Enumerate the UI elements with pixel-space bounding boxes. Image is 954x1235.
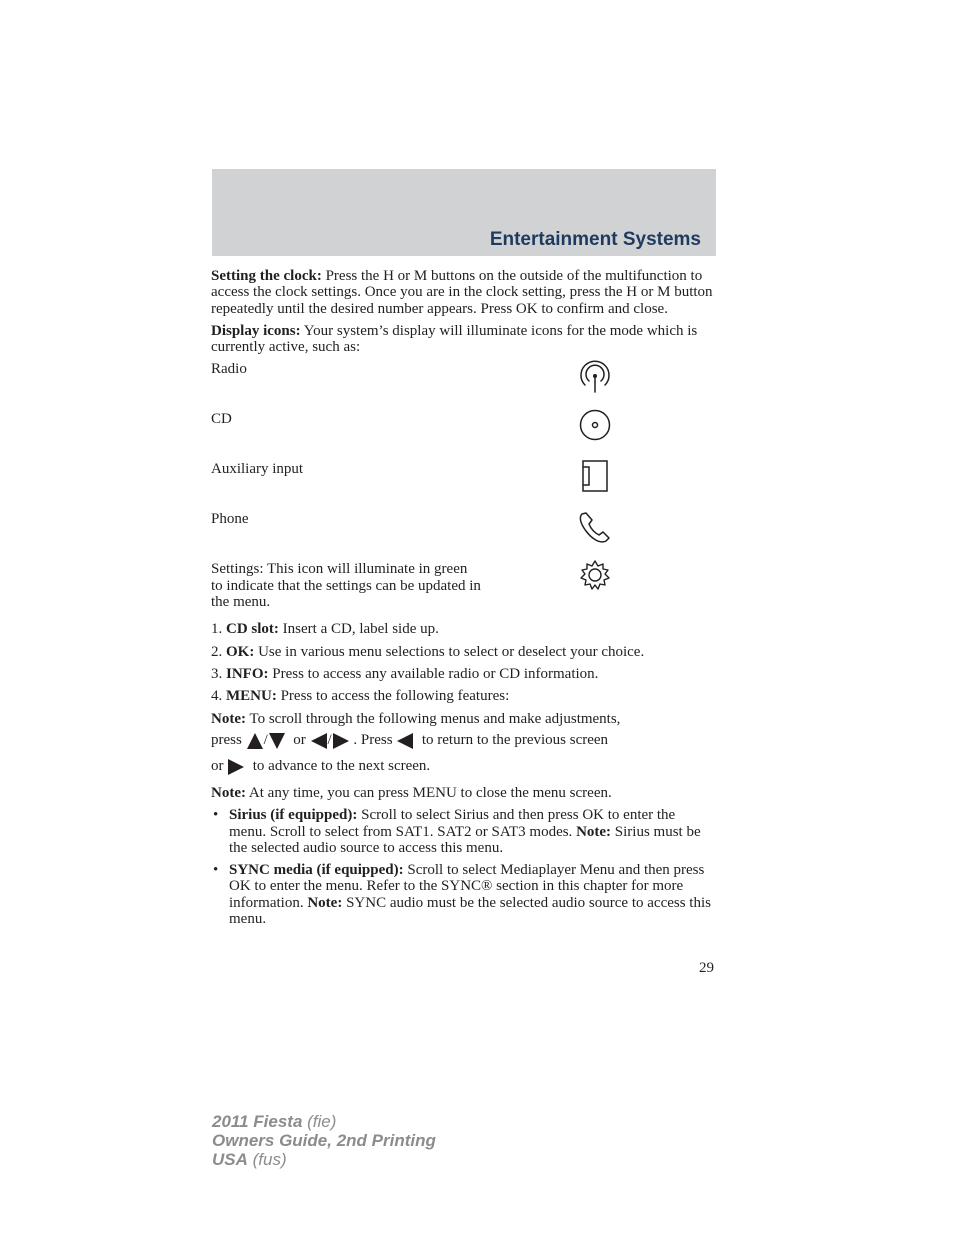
footer-line-guide [212, 1131, 436, 1150]
arrow-instruction-line-2 [211, 753, 716, 779]
bullet-dot: • [213, 807, 219, 824]
footer-model-code: (fie) [302, 1112, 337, 1131]
list-heading: OK: [226, 643, 255, 660]
note-heading: Note: [211, 784, 246, 801]
display-icons-paragraph [211, 323, 716, 356]
note-text: At any time, you can press MENU to close the menu screen. [245, 784, 612, 801]
icon-label-cd: CD [211, 411, 232, 428]
icon-label-radio: Radio [211, 361, 247, 378]
advance-text: to advance to the next screen. [252, 757, 431, 774]
press-text-2: . Press [353, 731, 393, 748]
clock-text: Press the H or M buttons on the outside of the multifunction to access the clock settings. Once you are in the clock setting, press the H or M button repeatedly until the desired number appears. Press OK to confirm and close. [211, 268, 713, 317]
bullet-item-sirius [211, 807, 716, 856]
auxiliary-input-icon [575, 458, 615, 502]
note-heading: Note: [211, 710, 246, 727]
cd-icon [575, 408, 615, 452]
list-heading: MENU: [226, 688, 277, 705]
down-arrow-icon [268, 732, 286, 750]
right-arrow-icon [332, 732, 350, 750]
bullet-text: Scroll to select Sirius and then press OK to enter the menu. Scroll to select from SAT1. SAT2 or SAT3 modes. [229, 807, 676, 840]
list-text: Use in various menu selections to select or deselect your choice. [254, 643, 645, 660]
footer-region-code: (fus) [247, 1150, 287, 1169]
press-text: press [211, 731, 242, 748]
bullet-note-heading: Note: [307, 894, 343, 911]
note-text: To scroll through the following menus and make adjustments, [245, 710, 621, 727]
return-text: to return to the previous screen [421, 731, 609, 748]
icon-label-phone: Phone [211, 511, 249, 528]
icon-label-settings: Settings: This icon will illuminate in green to indicate that the settings can be updated in the menu. [211, 561, 481, 611]
icon-row-auxiliary [211, 458, 716, 508]
page-content [211, 268, 716, 933]
feature-bullet-list [211, 807, 716, 927]
section-title: Entertainment Systems [489, 229, 701, 250]
right-arrow-icon [227, 758, 245, 776]
footer-model: 2011 Fiesta [212, 1112, 303, 1131]
footer-line-model [212, 1112, 436, 1131]
phone-icon [575, 508, 615, 552]
icon-row-settings [211, 558, 716, 616]
clock-heading: Setting the clock: [211, 268, 322, 284]
slash-text: / [327, 731, 332, 748]
footer-line-region [212, 1150, 436, 1169]
icon-row-cd [211, 408, 716, 458]
settings-gear-icon [575, 557, 615, 597]
up-arrow-icon [246, 732, 264, 750]
menu-close-note [211, 785, 716, 801]
bullet-item-sync-media [211, 862, 716, 927]
left-arrow-icon [396, 732, 414, 750]
list-heading: CD slot: [226, 621, 279, 638]
bullet-dot: • [213, 862, 219, 879]
document-footer [212, 1112, 436, 1169]
arrow-instruction-line-1 [211, 727, 716, 753]
page-number: 29 [699, 960, 714, 976]
list-number: 4. [211, 688, 223, 705]
list-number: 3. [211, 666, 223, 683]
bullet-text: Scroll to select Mediaplayer Menu and then press OK to enter the menu. Refer to the SYNC® section in this chapter for more information. [229, 862, 705, 911]
scroll-note [211, 711, 716, 727]
bullet-note-text: Sirius must be the selected audio source to access this menu. [229, 823, 701, 856]
footer-guide: Owners Guide, 2nd Printing [212, 1131, 436, 1150]
or-text-2: or [211, 757, 224, 774]
list-heading: INFO: [226, 666, 269, 683]
list-number: 1. [211, 621, 223, 638]
display-icons-text: Your system’s display will illuminate icons for the mode which is currently active, such as: [211, 322, 698, 356]
bullet-heading: SYNC media (if equipped): [229, 862, 404, 879]
display-icons-heading: Display icons: [211, 322, 301, 339]
list-item-info [211, 666, 716, 682]
list-item-ok [211, 644, 716, 660]
list-item-cd-slot [211, 621, 716, 637]
list-text: Insert a CD, label side up. [278, 621, 439, 638]
list-item-menu [211, 688, 716, 704]
bullet-note-text: SYNC audio must be the selected audio source to access this menu. [229, 894, 711, 928]
icon-row-phone [211, 508, 716, 558]
icon-label-auxiliary: Auxiliary input [211, 461, 304, 478]
bullet-note-heading: Note: [576, 823, 612, 840]
left-arrow-icon [310, 732, 328, 750]
section-header-band [212, 169, 716, 256]
clock-paragraph [211, 268, 716, 317]
list-number: 2. [211, 643, 223, 660]
or-text: or [293, 731, 306, 748]
icon-row-radio [211, 358, 716, 408]
list-text: Press to access the following features: [276, 688, 510, 705]
footer-region: USA [212, 1150, 248, 1169]
list-text: Press to access any available radio or CD information. [268, 666, 599, 683]
bullet-heading: Sirius (if equipped): [229, 807, 358, 824]
radio-icon [575, 358, 615, 402]
slash-text: / [263, 731, 268, 748]
